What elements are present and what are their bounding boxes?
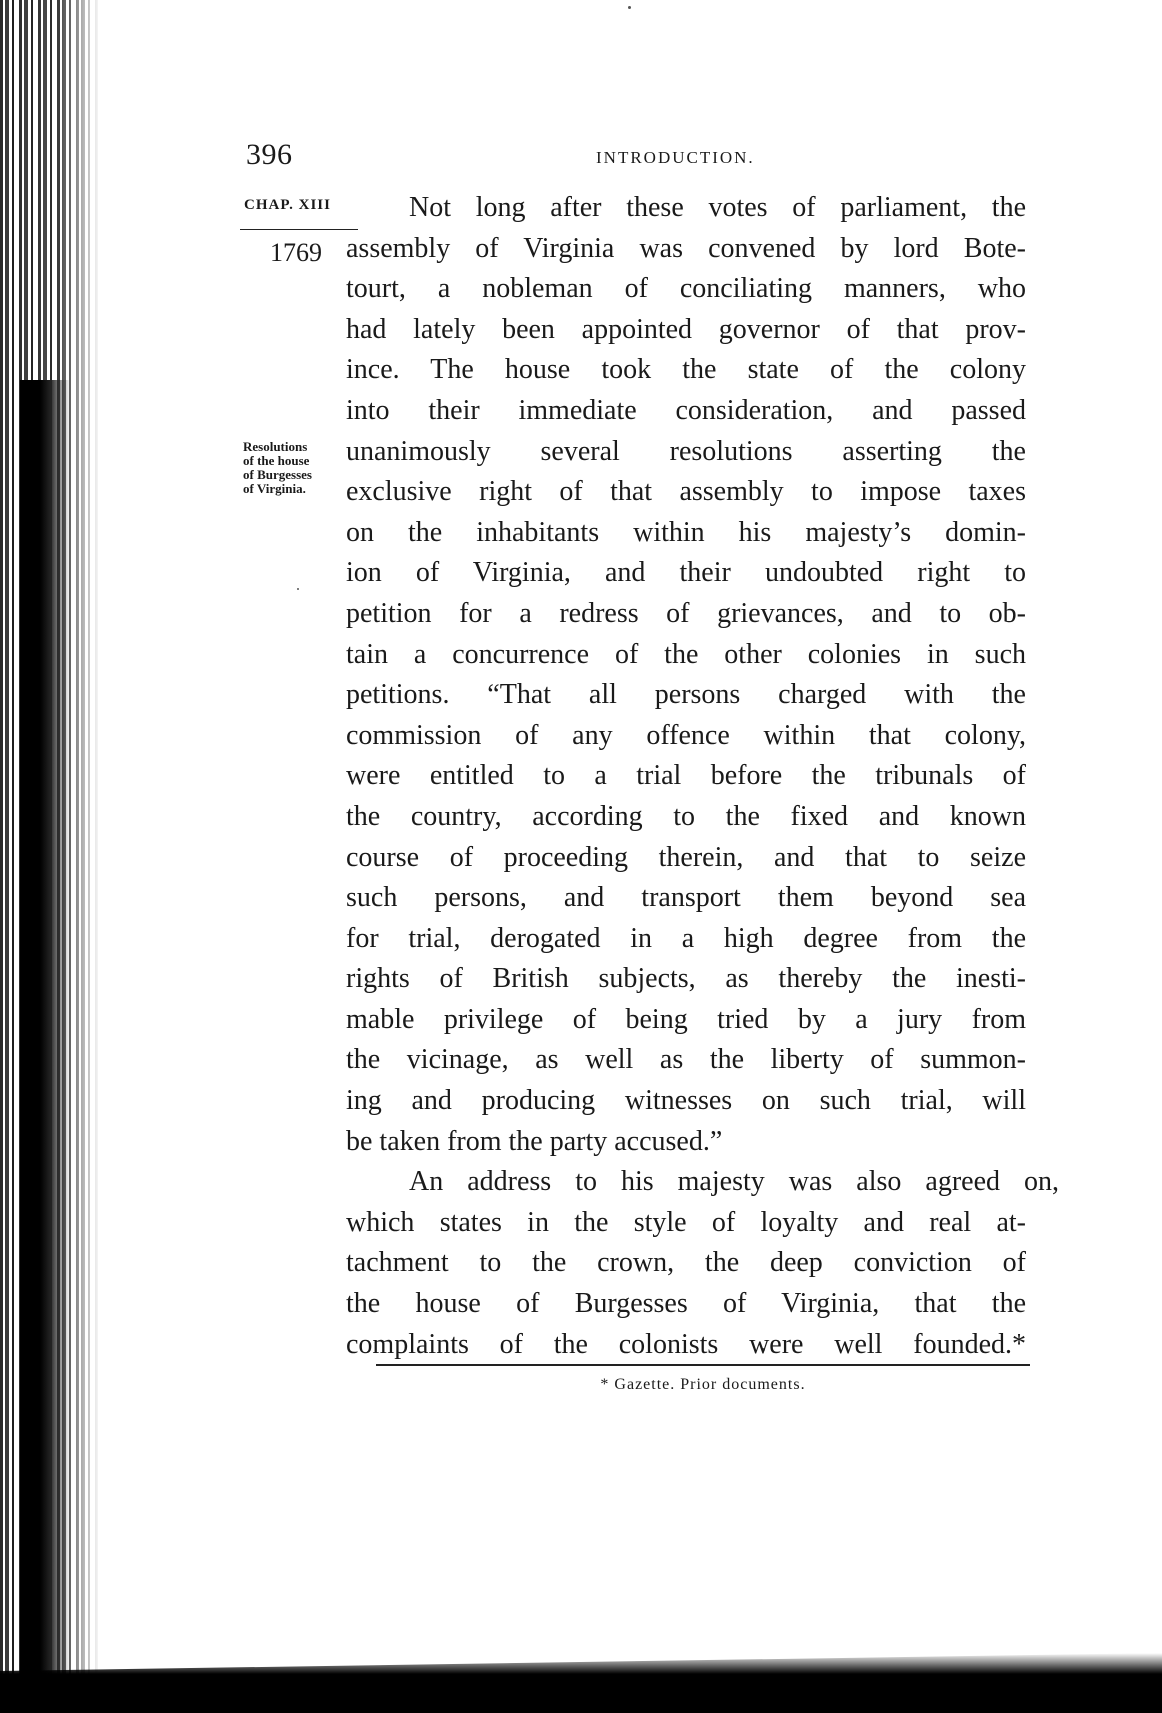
margin-note-line: of the house <box>243 453 310 468</box>
body-line: were entitled to a trial before the tribunals of <box>346 760 1026 792</box>
body-line: on the inhabitants within his majesty’s domin- <box>346 516 1026 548</box>
body-line: into their immediate consideration, and passed <box>346 394 1026 426</box>
body-line: course of proceeding therein, and that to seize <box>346 841 1026 873</box>
body-line: Not long after these votes of parliament, the <box>409 192 1026 223</box>
margin-rule <box>240 229 358 230</box>
body-line: An address to his majesty was also agreed on, <box>409 1166 1059 1198</box>
body-line: such persons, and transport them beyond sea <box>346 882 1026 914</box>
body-line: complaints of the colonists were well founded.* <box>346 1328 1026 1360</box>
body-line: rights of British subjects, as thereby the inesti- <box>346 963 1026 995</box>
body-line: assembly of Virginia was convened by lord Bote- <box>346 232 1026 264</box>
body-line: for trial, derogated in a high degree from the <box>346 922 1026 954</box>
margin-year: 1769 <box>270 238 322 267</box>
scan-speck <box>628 6 631 9</box>
body-line: tain a concurrence of the other colonies in such <box>346 638 1026 670</box>
running-head: INTRODUCTION. <box>596 148 755 167</box>
body-line: the vicinage, as well as the liberty of summon- <box>346 1044 1026 1076</box>
body-text <box>346 188 1059 1365</box>
margin-note-line: of Virginia. <box>243 481 306 496</box>
body-line: ing and producing witnesses on such trial, will <box>346 1085 1026 1117</box>
margin-note-line: Resolutions <box>243 439 308 454</box>
body-line: be taken from the party accused.” <box>346 1125 723 1157</box>
margin-note-line: of Burgesses <box>243 467 312 482</box>
body-line: which states in the style of loyalty and real at- <box>346 1206 1026 1238</box>
scan-bottom-edge <box>0 1653 1162 1713</box>
body-line: tourt, a nobleman of conciliating manners, who <box>346 273 1026 305</box>
body-line: the house of Burgesses of Virginia, that the <box>346 1288 1026 1320</box>
scan-binding-shadow <box>20 380 70 1680</box>
body-line: tachment to the crown, the deep conviction of <box>346 1247 1026 1279</box>
page-number: 396 <box>246 138 293 171</box>
body-line: petition for a redress of grievances, and to ob- <box>346 597 1026 629</box>
margin-note <box>243 440 353 496</box>
body-line: petitions. “That all persons charged with the <box>346 679 1026 711</box>
body-line: mable privilege of being tried by a jury from <box>346 1003 1026 1035</box>
footnote-rule <box>376 1364 1030 1366</box>
margin-chapter-label: CHAP. XIII <box>244 197 331 213</box>
body-line: ince. The house took the state of the colony <box>346 354 1026 386</box>
body-line: unanimously several resolutions asserting the <box>346 435 1026 467</box>
body-line: exclusive right of that assembly to impose taxes <box>346 476 1026 508</box>
body-line: had lately been appointed governor of that prov- <box>346 313 1026 345</box>
footnote: * Gazette. Prior documents. <box>600 1376 806 1393</box>
body-line: commission of any offence within that colony, <box>346 719 1026 751</box>
body-line: ion of Virginia, and their undoubted right to <box>346 557 1026 589</box>
body-line: the country, according to the fixed and known <box>346 800 1026 832</box>
scan-speck <box>297 588 299 590</box>
